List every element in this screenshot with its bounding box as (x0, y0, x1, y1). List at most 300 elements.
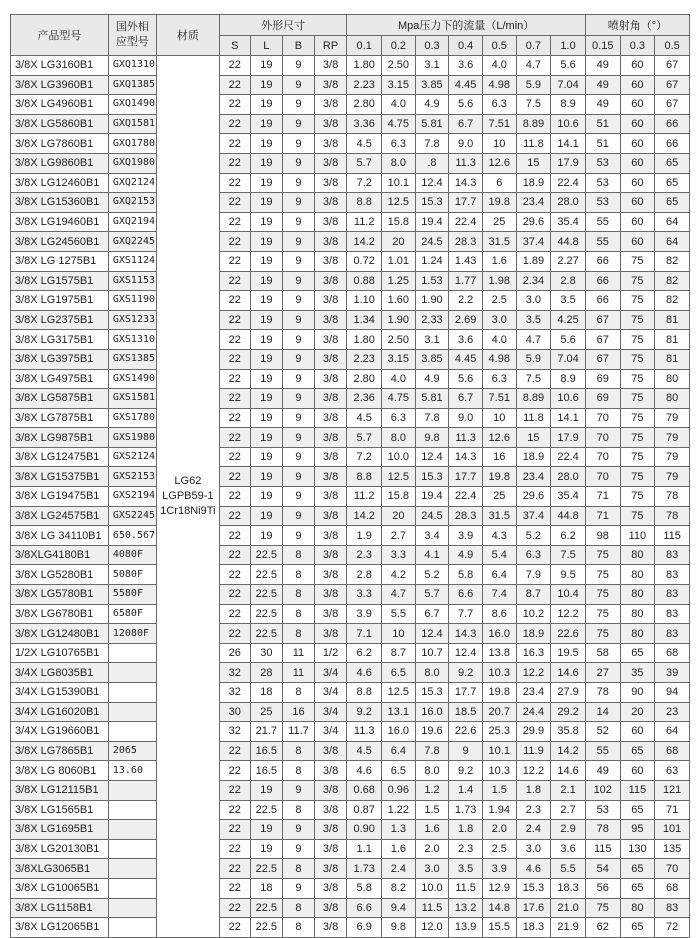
cell-model: 3/8X LG24560B1 (11, 232, 109, 252)
cell-dim-l: 22.5 (250, 604, 283, 624)
cell-dim-b: 8 (283, 545, 315, 565)
cell-foreign-model (108, 722, 156, 742)
subheader-dim-rp: RP (314, 36, 347, 56)
cell-dim-s: 22 (219, 604, 250, 624)
cell-dim-rp: 3/4 (314, 702, 347, 722)
cell-flow-0.4: 9.0 (449, 134, 483, 154)
cell-dim-l: 19 (250, 193, 283, 213)
cell-flow-1.0: 6.2 (551, 526, 586, 546)
header-foreign-model (108, 15, 156, 56)
cell-dim-l: 19 (250, 408, 283, 428)
cell-flow-1.0: 14.2 (551, 741, 586, 761)
cell-flow-0.3: 1.24 (415, 251, 449, 271)
cell-flow-0.7: 10.2 (516, 604, 551, 624)
cell-flow-1.0: 10.4 (551, 585, 586, 605)
cell-foreign-model (108, 683, 156, 703)
cell-flow-1.0: 29.2 (551, 702, 586, 722)
cell-angle-0.5: 82 (655, 291, 690, 311)
cell-flow-0.5: 7.51 (482, 114, 516, 134)
cell-flow-0.7: 29.9 (516, 722, 551, 742)
table-row (11, 585, 690, 605)
cell-dim-s: 22 (219, 447, 250, 467)
cell-angle-0.3: 60 (620, 95, 655, 115)
cell-dim-rp: 3/8 (314, 761, 347, 781)
cell-foreign-model: 12080F (108, 624, 156, 644)
cell-dim-rp: 3/8 (314, 545, 347, 565)
cell-flow-0.5: 5.4 (482, 545, 516, 565)
cell-angle-0.15: 58 (585, 643, 620, 663)
cell-flow-0.1: 8.8 (347, 683, 382, 703)
cell-foreign-model: GXQ1780 (108, 134, 156, 154)
cell-angle-0.15: 55 (585, 741, 620, 761)
cell-dim-l: 19 (250, 839, 283, 859)
cell-flow-0.1: 2.80 (347, 369, 382, 389)
cell-flow-0.7: 29.6 (516, 212, 551, 232)
cell-dim-l: 19 (250, 389, 283, 409)
cell-flow-0.2: 12.5 (382, 193, 416, 213)
cell-flow-0.4: 22.4 (449, 487, 483, 507)
cell-dim-s: 32 (219, 663, 250, 683)
cell-flow-1.0: 7.04 (551, 349, 586, 369)
cell-model: 3/8X LG7865B1 (11, 741, 109, 761)
cell-angle-0.5: 67 (655, 56, 690, 76)
cell-angle-0.3: 90 (620, 683, 655, 703)
cell-dim-s: 22 (219, 56, 250, 76)
cell-foreign-model (108, 839, 156, 859)
table-row (11, 780, 690, 800)
cell-angle-0.3: 80 (620, 898, 655, 918)
cell-model: 3/8XLG3065B1 (11, 859, 109, 879)
cell-flow-1.0: 21.0 (551, 898, 586, 918)
cell-flow-0.2: 10.0 (382, 447, 416, 467)
table-row (11, 859, 690, 879)
cell-dim-l: 28 (250, 663, 283, 683)
cell-foreign-model: GXS1581 (108, 389, 156, 409)
table-header (11, 15, 690, 56)
subheader-pressure-0.3: 0.3 (415, 36, 449, 56)
cell-flow-0.3: 24.5 (415, 506, 449, 526)
cell-flow-0.2: 3.3 (382, 545, 416, 565)
cell-angle-0.15: 78 (585, 683, 620, 703)
cell-flow-0.5: 6.3 (482, 95, 516, 115)
cell-flow-0.2: 9.8 (382, 918, 416, 938)
cell-angle-0.3: 75 (620, 487, 655, 507)
cell-angle-0.5: 135 (655, 839, 690, 859)
cell-foreign-model: GXS1190 (108, 291, 156, 311)
subheader-pressure-0.2: 0.2 (382, 36, 416, 56)
cell-dim-l: 19 (250, 526, 283, 546)
cell-flow-0.7: 23.4 (516, 467, 551, 487)
cell-model: 3/8XLG4180B1 (11, 545, 109, 565)
cell-dim-rp: 3/8 (314, 291, 347, 311)
cell-dim-s: 26 (219, 643, 250, 663)
cell-flow-1.0: 14.6 (551, 663, 586, 683)
cell-angle-0.15: 55 (585, 212, 620, 232)
cell-angle-0.3: 75 (620, 271, 655, 291)
cell-dim-rp: 3/8 (314, 56, 347, 76)
cell-flow-0.7: 15 (516, 428, 551, 448)
cell-dim-l: 18 (250, 878, 283, 898)
cell-angle-0.3: 65 (620, 800, 655, 820)
cell-dim-b: 9 (283, 369, 315, 389)
cell-dim-b: 11.7 (283, 722, 315, 742)
material-cell (156, 56, 219, 938)
cell-flow-0.4: 5.8 (449, 565, 483, 585)
cell-dim-b: 8 (283, 918, 315, 938)
cell-flow-0.7: 7.9 (516, 565, 551, 585)
cell-flow-0.7: 2.34 (516, 271, 551, 291)
cell-dim-s: 22 (219, 565, 250, 585)
cell-dim-s: 22 (219, 75, 250, 95)
table-row (11, 878, 690, 898)
cell-flow-0.5: 4.0 (482, 330, 516, 350)
cell-angle-0.5: 65 (655, 193, 690, 213)
cell-flow-0.3: 12.0 (415, 918, 449, 938)
cell-angle-0.5: 80 (655, 369, 690, 389)
cell-angle-0.5: 66 (655, 134, 690, 154)
cell-model: 3/8X LG9860B1 (11, 153, 109, 173)
cell-dim-rp: 3/8 (314, 349, 347, 369)
cell-angle-0.3: 110 (620, 526, 655, 546)
cell-dim-b: 9 (283, 330, 315, 350)
cell-flow-0.7: 11.8 (516, 408, 551, 428)
table-row (11, 271, 690, 291)
cell-flow-0.1: 8.8 (347, 193, 382, 213)
cell-angle-0.5: 101 (655, 820, 690, 840)
cell-flow-0.5: 12.9 (482, 878, 516, 898)
cell-angle-0.3: 60 (620, 173, 655, 193)
cell-dim-b: 8 (283, 585, 315, 605)
cell-angle-0.15: 98 (585, 526, 620, 546)
cell-angle-0.5: 82 (655, 251, 690, 271)
cell-flow-0.2: 2.4 (382, 859, 416, 879)
cell-flow-0.7: 12.2 (516, 663, 551, 683)
cell-foreign-model: 4080F (108, 545, 156, 565)
cell-angle-0.15: 51 (585, 114, 620, 134)
cell-angle-0.15: 67 (585, 310, 620, 330)
cell-flow-0.3: 5.81 (415, 389, 449, 409)
cell-model: 3/8X LG19460B1 (11, 212, 109, 232)
table-row (11, 604, 690, 624)
cell-flow-0.5: 25.3 (482, 722, 516, 742)
cell-foreign-model: GXS1385 (108, 349, 156, 369)
cell-angle-0.3: 20 (620, 702, 655, 722)
cell-model: 3/8X LG7860B1 (11, 134, 109, 154)
cell-angle-0.5: 83 (655, 898, 690, 918)
cell-model: 3/8X LG1565B1 (11, 800, 109, 820)
cell-flow-1.0: 17.9 (551, 428, 586, 448)
cell-angle-0.5: 83 (655, 545, 690, 565)
cell-angle-0.5: 64 (655, 212, 690, 232)
table-row (11, 212, 690, 232)
table-row (11, 506, 690, 526)
cell-angle-0.5: 81 (655, 349, 690, 369)
cell-flow-0.1: 0.68 (347, 780, 382, 800)
cell-dim-rp: 3/8 (314, 153, 347, 173)
cell-flow-0.2: 1.22 (382, 800, 416, 820)
cell-flow-0.3: 8.0 (415, 761, 449, 781)
cell-dim-l: 19 (250, 212, 283, 232)
cell-flow-0.1: 0.88 (347, 271, 382, 291)
cell-foreign-model: GXS1124 (108, 251, 156, 271)
cell-angle-0.3: 80 (620, 565, 655, 585)
cell-dim-s: 22 (219, 428, 250, 448)
cell-foreign-model: GXS1233 (108, 310, 156, 330)
cell-model: 3/8X LG12460B1 (11, 173, 109, 193)
subheader-angle-0.3: 0.3 (620, 36, 655, 56)
cell-model: 3/4X LG15390B1 (11, 683, 109, 703)
cell-flow-0.7: 18.9 (516, 173, 551, 193)
cell-angle-0.15: 67 (585, 330, 620, 350)
cell-model: 3/8X LG3160B1 (11, 56, 109, 76)
cell-dim-rp: 3/8 (314, 741, 347, 761)
cell-dim-b: 9 (283, 389, 315, 409)
cell-dim-l: 19 (250, 173, 283, 193)
cell-dim-l: 19 (250, 447, 283, 467)
cell-angle-0.15: 55 (585, 232, 620, 252)
cell-flow-1.0: 8.9 (551, 369, 586, 389)
cell-angle-0.5: 94 (655, 683, 690, 703)
cell-dim-s: 22 (219, 310, 250, 330)
cell-angle-0.3: 75 (620, 447, 655, 467)
cell-dim-rp: 3/8 (314, 487, 347, 507)
cell-flow-0.2: 6.5 (382, 761, 416, 781)
cell-dim-rp: 3/8 (314, 75, 347, 95)
cell-flow-0.7: 4.7 (516, 330, 551, 350)
cell-flow-0.5: 1.6 (482, 251, 516, 271)
cell-model: 3/8X LG 34110B1 (11, 526, 109, 546)
cell-flow-0.5: 4.98 (482, 75, 516, 95)
cell-flow-1.0: 28.0 (551, 467, 586, 487)
cell-flow-0.3: 11.5 (415, 898, 449, 918)
cell-dim-s: 22 (219, 114, 250, 134)
cell-dim-s: 22 (219, 193, 250, 213)
cell-model: 3/8X LG5280B1 (11, 565, 109, 585)
cell-flow-0.5: 25 (482, 212, 516, 232)
cell-dim-rp: 3/8 (314, 232, 347, 252)
cell-foreign-model (108, 859, 156, 879)
cell-flow-1.0: 9.5 (551, 565, 586, 585)
cell-dim-rp: 3/8 (314, 251, 347, 271)
cell-flow-0.1: 1.80 (347, 56, 382, 76)
subheader-pressure-0.4: 0.4 (449, 36, 483, 56)
cell-flow-0.2: 10.1 (382, 173, 416, 193)
cell-model: 3/8X LG5780B1 (11, 585, 109, 605)
cell-flow-0.7: 8.89 (516, 389, 551, 409)
cell-flow-0.5: 25 (482, 487, 516, 507)
cell-flow-0.4: 13.2 (449, 898, 483, 918)
cell-angle-0.3: 60 (620, 56, 655, 76)
cell-flow-0.4: 3.6 (449, 330, 483, 350)
nozzle-spec-table (10, 14, 690, 938)
cell-flow-0.1: 2.23 (347, 75, 382, 95)
cell-foreign-model: GXQ1581 (108, 114, 156, 134)
cell-dim-b: 9 (283, 212, 315, 232)
cell-foreign-model: GXS1980 (108, 428, 156, 448)
cell-angle-0.15: 54 (585, 859, 620, 879)
cell-flow-0.5: 7.51 (482, 389, 516, 409)
table-row (11, 839, 690, 859)
cell-dim-rp: 3/8 (314, 565, 347, 585)
cell-dim-rp: 3/8 (314, 467, 347, 487)
cell-flow-0.3: 5.2 (415, 565, 449, 585)
material-line1: LG62 (174, 474, 202, 487)
cell-angle-0.15: 75 (585, 565, 620, 585)
cell-flow-0.3: 9.8 (415, 428, 449, 448)
cell-angle-0.15: 75 (585, 585, 620, 605)
table-row (11, 428, 690, 448)
cell-model: 3/8X LG4960B1 (11, 95, 109, 115)
cell-flow-0.5: 10.3 (482, 663, 516, 683)
cell-angle-0.15: 70 (585, 447, 620, 467)
cell-flow-0.3: 3.85 (415, 75, 449, 95)
cell-angle-0.3: 65 (620, 918, 655, 938)
cell-dim-b: 9 (283, 526, 315, 546)
cell-angle-0.3: 75 (620, 467, 655, 487)
cell-flow-1.0: 44.8 (551, 506, 586, 526)
cell-dim-b: 9 (283, 95, 315, 115)
cell-dim-s: 22 (219, 780, 250, 800)
cell-model: 3/8X LG15375B1 (11, 467, 109, 487)
cell-angle-0.3: 75 (620, 251, 655, 271)
cell-flow-0.4: 6.7 (449, 389, 483, 409)
cell-flow-0.1: 0.87 (347, 800, 382, 820)
table-row (11, 251, 690, 271)
cell-flow-0.2: 10 (382, 624, 416, 644)
table-row (11, 487, 690, 507)
cell-flow-0.4: 6.7 (449, 114, 483, 134)
cell-model: 3/8X LG4975B1 (11, 369, 109, 389)
cell-flow-0.3: 1.5 (415, 800, 449, 820)
cell-flow-0.2: 8.0 (382, 428, 416, 448)
cell-flow-0.5: 10 (482, 408, 516, 428)
cell-flow-0.5: 10 (482, 134, 516, 154)
material-line2: LGPB59-1 (162, 489, 214, 502)
cell-foreign-model: GXS2153 (108, 467, 156, 487)
cell-dim-rp: 3/8 (314, 428, 347, 448)
cell-flow-0.3: 6.7 (415, 604, 449, 624)
cell-flow-0.7: 4.7 (516, 56, 551, 76)
cell-flow-0.5: 1.5 (482, 780, 516, 800)
cell-dim-s: 22 (219, 369, 250, 389)
cell-flow-0.7: 1.8 (516, 780, 551, 800)
cell-angle-0.15: 49 (585, 95, 620, 115)
subheader-angle-0.5: 0.5 (655, 36, 690, 56)
cell-dim-b: 9 (283, 467, 315, 487)
cell-dim-b: 16 (283, 702, 315, 722)
cell-flow-0.2: 2.50 (382, 330, 416, 350)
cell-angle-0.15: 56 (585, 878, 620, 898)
cell-flow-0.1: 6.2 (347, 643, 382, 663)
cell-dim-rp: 3/8 (314, 212, 347, 232)
cell-dim-s: 22 (219, 839, 250, 859)
cell-dim-l: 19 (250, 428, 283, 448)
subheader-angle-0.15: 0.15 (585, 36, 620, 56)
cell-model: 3/8X LG7875B1 (11, 408, 109, 428)
cell-foreign-model: 5080F (108, 565, 156, 585)
cell-dim-rp: 3/8 (314, 918, 347, 938)
cell-model: 3/8X LG12115B1 (11, 780, 109, 800)
cell-angle-0.15: 14 (585, 702, 620, 722)
cell-dim-s: 22 (219, 761, 250, 781)
cell-flow-0.4: 3.6 (449, 56, 483, 76)
cell-flow-0.2: 3.15 (382, 75, 416, 95)
cell-flow-0.1: 0.90 (347, 820, 382, 840)
cell-flow-1.0: 8.9 (551, 95, 586, 115)
cell-angle-0.3: 95 (620, 820, 655, 840)
cell-foreign-model: GXS2194 (108, 487, 156, 507)
table-row (11, 349, 690, 369)
cell-flow-0.5: 2.5 (482, 839, 516, 859)
cell-foreign-model: 5580F (108, 585, 156, 605)
cell-flow-0.4: 4.9 (449, 545, 483, 565)
cell-flow-0.7: 12.2 (516, 761, 551, 781)
cell-flow-0.1: 2.80 (347, 95, 382, 115)
cell-dim-l: 19 (250, 232, 283, 252)
cell-flow-0.7: 37.4 (516, 232, 551, 252)
cell-flow-0.1: 7.2 (347, 173, 382, 193)
cell-dim-l: 19 (250, 780, 283, 800)
cell-flow-0.1: 1.34 (347, 310, 382, 330)
cell-dim-l: 21.7 (250, 722, 283, 742)
cell-flow-1.0: 14.1 (551, 408, 586, 428)
cell-flow-1.0: 17.9 (551, 153, 586, 173)
cell-dim-s: 22 (219, 585, 250, 605)
cell-flow-0.5: 14.8 (482, 898, 516, 918)
cell-dim-s: 22 (219, 487, 250, 507)
cell-flow-0.3: 3.1 (415, 56, 449, 76)
cell-flow-0.7: 24.4 (516, 702, 551, 722)
cell-dim-s: 22 (219, 271, 250, 291)
cell-angle-0.15: 69 (585, 389, 620, 409)
cell-model: 3/8X LG5860B1 (11, 114, 109, 134)
cell-model: 3/8X LG12475B1 (11, 447, 109, 467)
cell-dim-s: 22 (219, 153, 250, 173)
cell-angle-0.5: 79 (655, 467, 690, 487)
cell-dim-b: 9 (283, 232, 315, 252)
cell-flow-0.4: 11.3 (449, 428, 483, 448)
cell-flow-1.0: 22.6 (551, 624, 586, 644)
cell-flow-0.2: 12.5 (382, 467, 416, 487)
cell-dim-b: 8 (283, 800, 315, 820)
cell-dim-b: 8 (283, 898, 315, 918)
cell-angle-0.3: 80 (620, 604, 655, 624)
cell-flow-0.4: 3.5 (449, 859, 483, 879)
cell-flow-1.0: 10.6 (551, 114, 586, 134)
cell-angle-0.3: 35 (620, 663, 655, 683)
cell-angle-0.3: 75 (620, 349, 655, 369)
table-row (11, 173, 690, 193)
cell-angle-0.3: 60 (620, 761, 655, 781)
cell-dim-s: 22 (219, 349, 250, 369)
header-flow: Mpa压力下的流量（L/min） (347, 15, 586, 36)
cell-dim-b: 9 (283, 56, 315, 76)
cell-dim-b: 9 (283, 75, 315, 95)
cell-angle-0.15: 78 (585, 820, 620, 840)
cell-flow-0.4: 9.2 (449, 761, 483, 781)
cell-dim-l: 19 (250, 134, 283, 154)
cell-dim-b: 9 (283, 291, 315, 311)
cell-model: 3/8X LG1975B1 (11, 291, 109, 311)
table-row (11, 75, 690, 95)
cell-flow-0.1: 14.2 (347, 232, 382, 252)
cell-flow-0.5: 10.1 (482, 741, 516, 761)
cell-flow-0.7: 8.89 (516, 114, 551, 134)
table-row (11, 134, 690, 154)
cell-flow-0.2: 2.50 (382, 56, 416, 76)
cell-dim-rp: 3/4 (314, 663, 347, 683)
cell-angle-0.5: 83 (655, 604, 690, 624)
